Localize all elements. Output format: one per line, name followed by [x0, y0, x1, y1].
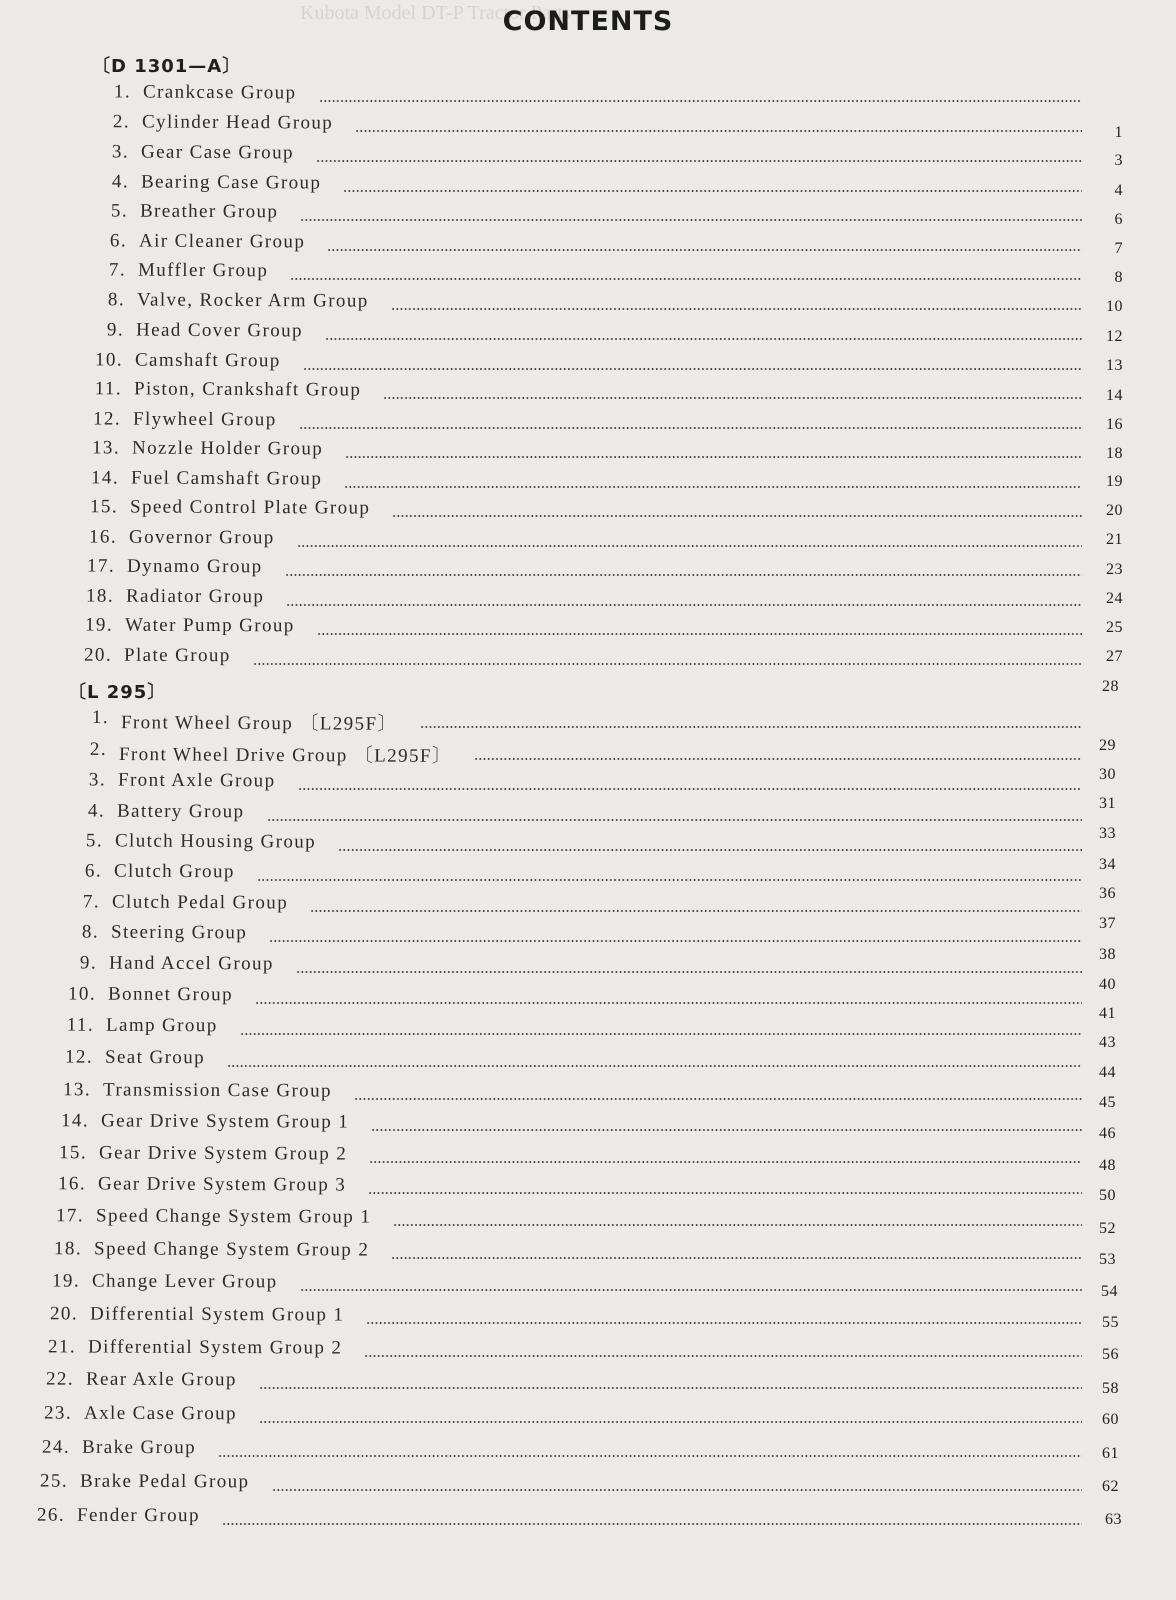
toc-entry[interactable] — [48, 1336, 343, 1363]
entry-title: Steering Group — [110, 921, 248, 944]
entry-title: Clutch Housing Group — [114, 830, 317, 853]
page-number: 8 — [1114, 269, 1123, 286]
toc-entry[interactable] — [84, 644, 231, 671]
dot-leader — [354, 1098, 1082, 1100]
toc-entry[interactable] — [111, 141, 294, 169]
entry-title: Front Axle Group — [117, 769, 276, 792]
toc-entry[interactable] — [87, 555, 263, 583]
page-number: 33 — [1099, 825, 1116, 842]
page-number: 43 — [1099, 1034, 1116, 1051]
toc-entry[interactable] — [58, 1173, 347, 1200]
dot-leader — [257, 879, 1082, 881]
toc-entry[interactable] — [61, 1110, 350, 1137]
dot-leader — [218, 1455, 1082, 1457]
page-number: 21 — [1106, 531, 1123, 548]
entry-title: Cylinder Head Group — [141, 111, 334, 134]
toc-entry[interactable] — [89, 738, 453, 768]
dot-leader — [366, 1322, 1082, 1324]
dot-leader — [474, 758, 1082, 760]
page-number: 52 — [1099, 1220, 1116, 1237]
page-number: 54 — [1101, 1283, 1118, 1300]
entry-number: 7. — [82, 891, 101, 913]
bleed-through-header: Kubota Model DT-P Tractor Parts — [300, 2, 571, 24]
toc-entry[interactable] — [85, 830, 317, 857]
entry-number: 3. — [111, 141, 130, 163]
dot-leader — [222, 1523, 1082, 1525]
dot-leader — [392, 515, 1082, 517]
entry-title: Air Cleaner Group — [138, 230, 306, 253]
page-number: 1 — [1114, 124, 1123, 141]
entry-number: 15. — [59, 1142, 88, 1164]
page-number: 62 — [1102, 1478, 1119, 1495]
entry-number: 10. — [95, 349, 124, 371]
entry-title: Gear Drive System Group 3 — [97, 1173, 347, 1196]
toc-entry[interactable] — [46, 1368, 237, 1396]
entry-number: 24. — [42, 1436, 71, 1458]
entry-number: 14. — [91, 467, 120, 489]
dot-leader — [267, 819, 1082, 821]
entry-title: Gear Case Group — [140, 141, 294, 164]
entry-title: Front Wheel Drive Group 〔L295F〕 — [118, 743, 453, 768]
entry-title: Piston, Crankshaft Group — [133, 378, 362, 401]
toc-entry[interactable] — [108, 259, 269, 287]
dot-leader — [319, 100, 1082, 102]
dot-leader — [298, 788, 1082, 790]
toc-entry[interactable] — [50, 1303, 345, 1330]
entry-number: 15. — [90, 496, 119, 518]
dot-leader — [344, 486, 1082, 488]
dot-leader — [317, 633, 1082, 635]
entry-number: 19. — [52, 1270, 81, 1292]
dot-leader — [391, 1257, 1082, 1259]
entry-number: 6. — [84, 860, 103, 882]
toc-entry[interactable] — [59, 1142, 348, 1169]
entry-number: 18. — [86, 585, 115, 607]
dot-leader — [269, 940, 1082, 942]
dot-leader — [325, 338, 1082, 340]
entry-title: Governor Group — [128, 526, 275, 549]
entry-number: 9. — [79, 952, 98, 974]
entry-title: Plate Group — [123, 644, 231, 667]
toc-entry[interactable] — [107, 289, 369, 316]
page-number: 63 — [1105, 1511, 1122, 1528]
dot-leader — [297, 545, 1082, 547]
toc-entry[interactable] — [109, 230, 306, 258]
toc-entry[interactable] — [37, 1504, 200, 1531]
entry-number: 25. — [40, 1470, 69, 1492]
toc-entry[interactable] — [92, 437, 324, 465]
dot-leader — [300, 219, 1082, 221]
entry-title: Valve, Rocker Arm Group — [136, 289, 369, 312]
toc-entry[interactable] — [106, 319, 304, 347]
entry-number: 12. — [65, 1046, 94, 1068]
page-number: 56 — [1102, 1346, 1119, 1363]
page-number: 27 — [1106, 648, 1123, 665]
dot-leader — [285, 574, 1082, 576]
entry-number: 3. — [88, 769, 107, 791]
page-number: 36 — [1099, 885, 1116, 902]
entry-title: Differential System Group 2 — [87, 1336, 343, 1359]
toc-entry[interactable] — [40, 1470, 250, 1498]
page-number: 16 — [1106, 416, 1123, 433]
entry-number: 20. — [84, 644, 113, 666]
page-number: 37 — [1099, 915, 1116, 932]
page-number: 7 — [1114, 240, 1123, 257]
toc-entry[interactable] — [91, 706, 398, 735]
entry-number: 22. — [46, 1368, 75, 1390]
dot-leader — [253, 663, 1082, 665]
entry-number: 16. — [58, 1173, 87, 1195]
dot-leader — [345, 456, 1082, 458]
entry-title: Radiator Group — [125, 585, 265, 608]
entry-number: 20. — [50, 1303, 79, 1325]
toc-entry[interactable] — [79, 952, 274, 980]
entry-number: 19. — [85, 614, 114, 636]
entry-number: 10. — [68, 983, 97, 1005]
entry-number: 1. — [91, 706, 110, 729]
entry-number: 2. — [112, 111, 131, 133]
page-number: 24 — [1106, 590, 1123, 607]
entry-title: Seat Group — [104, 1046, 206, 1069]
page-number: 30 — [1099, 766, 1116, 783]
dot-leader — [286, 604, 1082, 606]
page-number: 50 — [1099, 1187, 1116, 1204]
dot-leader — [420, 726, 1082, 728]
dot-leader — [259, 1387, 1082, 1389]
page-number: 61 — [1102, 1445, 1119, 1462]
page-number: 31 — [1099, 795, 1116, 812]
dot-leader — [364, 1355, 1082, 1357]
entry-title: Nozzle Holder Group — [131, 437, 324, 460]
entry-title: Brake Pedal Group — [79, 1470, 250, 1493]
entry-title: Breather Group — [139, 200, 279, 223]
entry-number: 4. — [87, 800, 106, 822]
toc-entry[interactable] — [42, 1436, 197, 1463]
dot-leader — [259, 1421, 1082, 1423]
entry-number: 9. — [106, 319, 125, 341]
entry-title: Fuel Camshaft Group — [130, 467, 323, 490]
dot-leader — [369, 1161, 1082, 1163]
dot-leader — [296, 971, 1082, 973]
entry-title: Change Lever Group — [91, 1270, 278, 1293]
entry-title: Battery Group — [116, 800, 245, 823]
page-number: 19 — [1106, 473, 1123, 490]
entry-title: Crankcase Group — [142, 81, 297, 104]
toc-entry[interactable] — [111, 171, 322, 198]
dot-leader — [227, 1065, 1082, 1067]
dot-leader — [272, 1489, 1082, 1491]
entry-title: Head Cover Group — [135, 319, 304, 342]
page-number: 53 — [1099, 1251, 1116, 1268]
entry-number: 2. — [89, 738, 108, 760]
entry-title: Gear Drive System Group 1 — [100, 1110, 350, 1133]
section-heading: 〔L 295〕 — [68, 682, 167, 703]
dot-leader — [316, 160, 1082, 162]
dot-leader — [371, 1129, 1082, 1131]
entry-title: Bonnet Group — [107, 983, 234, 1006]
dot-leader — [255, 1002, 1082, 1004]
page-number: 20 — [1106, 502, 1123, 519]
entry-title: Axle Case Group — [83, 1402, 237, 1425]
entry-title: Lamp Group — [105, 1014, 218, 1037]
entry-title: Front Wheel Group 〔L295F〕 — [120, 712, 398, 735]
entry-number: 14. — [61, 1110, 90, 1132]
dot-leader — [290, 278, 1082, 280]
page-number: 29 — [1099, 737, 1116, 754]
dot-leader — [393, 1224, 1082, 1226]
entry-title: Flywheel Group — [132, 408, 277, 431]
toc-entry[interactable] — [93, 408, 277, 436]
dot-leader — [240, 1033, 1082, 1035]
entry-number: 4. — [111, 171, 130, 193]
page-number: 38 — [1099, 946, 1116, 963]
page-number: 14 — [1106, 387, 1123, 404]
entry-title: Speed Control Plate Group — [129, 496, 371, 519]
entry-title: Clutch Group — [113, 860, 235, 883]
page-title: CONTENTS — [502, 6, 674, 37]
toc-entry[interactable] — [54, 1238, 370, 1265]
page-number: 48 — [1099, 1157, 1116, 1174]
entry-title: Bearing Case Group — [140, 171, 322, 194]
entry-title: Brake Group — [81, 1436, 197, 1459]
dot-leader — [383, 397, 1082, 399]
page-number: 58 — [1102, 1380, 1119, 1397]
toc-entry[interactable] — [44, 1402, 237, 1430]
entry-title: Muffler Group — [137, 259, 269, 282]
dot-leader — [310, 910, 1082, 912]
page-number: 23 — [1106, 561, 1123, 578]
toc-entry[interactable] — [91, 467, 323, 495]
toc-entry[interactable] — [87, 800, 245, 828]
entry-number: 12. — [93, 408, 122, 430]
entry-number: 6. — [109, 230, 128, 252]
toc-entry[interactable] — [85, 614, 295, 642]
toc-entry[interactable] — [90, 496, 371, 523]
entry-title: Speed Change System Group 2 — [93, 1238, 370, 1261]
entry-title: Rear Axle Group — [85, 1368, 237, 1391]
dot-leader — [343, 190, 1082, 192]
toc-entry[interactable] — [63, 1079, 332, 1106]
section-heading: 〔D 1301—A〕 — [92, 56, 242, 77]
entry-title: Differential System Group 1 — [89, 1303, 345, 1326]
page-number: 44 — [1099, 1064, 1116, 1081]
entry-number: 8. — [107, 289, 126, 311]
entry-number: 5. — [85, 830, 104, 852]
entry-title: Speed Change System Group 1 — [95, 1205, 372, 1228]
page-number: 40 — [1099, 976, 1116, 993]
toc-entry[interactable] — [52, 1270, 278, 1298]
toc-entry[interactable] — [68, 983, 234, 1011]
entry-number: 7. — [108, 259, 127, 281]
page-number: 18 — [1106, 445, 1123, 462]
page-number: 25 — [1106, 619, 1123, 636]
dot-leader — [300, 1289, 1082, 1291]
entry-title: Hand Accel Group — [108, 952, 274, 975]
dot-leader — [368, 1192, 1082, 1194]
entry-number: 5. — [110, 200, 129, 222]
page-number: 4 — [1114, 182, 1123, 199]
entry-number: 26. — [37, 1504, 66, 1526]
entry-title: Camshaft Group — [134, 349, 281, 372]
entry-title: Fender Group — [76, 1504, 200, 1527]
entry-title: Transmission Case Group — [102, 1079, 332, 1102]
toc-entry[interactable] — [66, 1014, 218, 1042]
toc-entry[interactable] — [82, 891, 289, 919]
entry-title: Water Pump Group — [124, 614, 295, 637]
page-number: 45 — [1099, 1094, 1116, 1111]
entry-number: 1. — [113, 81, 132, 103]
toc-entry[interactable] — [95, 349, 281, 377]
toc-entry[interactable] — [110, 200, 279, 228]
entry-number: 21. — [48, 1336, 77, 1358]
page-number: 41 — [1099, 1005, 1116, 1022]
toc-entry[interactable] — [88, 769, 276, 797]
page-number: 3 — [1114, 152, 1123, 169]
entry-number: 8. — [81, 921, 100, 943]
dot-leader — [327, 249, 1082, 251]
dot-leader — [299, 427, 1082, 429]
entry-number: 17. — [56, 1205, 85, 1227]
toc-entry[interactable] — [84, 860, 235, 888]
entry-number: 13. — [92, 437, 121, 459]
page-number: 60 — [1102, 1411, 1119, 1428]
entry-number: 13. — [63, 1079, 92, 1101]
toc-entry[interactable] — [65, 1046, 206, 1073]
page-number: 46 — [1099, 1125, 1116, 1142]
dot-leader — [391, 308, 1082, 310]
page-number: 6 — [1114, 211, 1123, 228]
page-number: 55 — [1102, 1314, 1119, 1331]
dot-leader — [303, 368, 1082, 370]
toc-entry[interactable] — [89, 526, 275, 554]
entry-number: 18. — [54, 1238, 83, 1260]
entry-number: 16. — [89, 526, 118, 548]
entry-title: Gear Drive System Group 2 — [98, 1142, 348, 1165]
dot-leader — [355, 130, 1082, 132]
page-number: 10 — [1106, 298, 1123, 315]
entry-number: 11. — [94, 378, 123, 400]
toc-entry[interactable] — [86, 585, 265, 613]
entry-title: Dynamo Group — [126, 555, 263, 578]
toc-entry[interactable] — [113, 81, 297, 109]
page-number: 12 — [1106, 328, 1123, 345]
toc-entry[interactable] — [81, 921, 248, 949]
toc-entry[interactable] — [112, 111, 334, 138]
page-number: 13 — [1106, 357, 1123, 374]
entry-title: Clutch Pedal Group — [111, 891, 289, 914]
page-number: 28 — [1102, 678, 1119, 695]
dot-leader — [338, 849, 1082, 851]
page-number: 34 — [1099, 856, 1116, 873]
toc-entry[interactable] — [94, 378, 362, 405]
toc-entry[interactable] — [56, 1205, 372, 1232]
entry-number: 17. — [87, 555, 116, 577]
entry-number: 23. — [44, 1402, 73, 1424]
entry-number: 11. — [66, 1014, 95, 1036]
